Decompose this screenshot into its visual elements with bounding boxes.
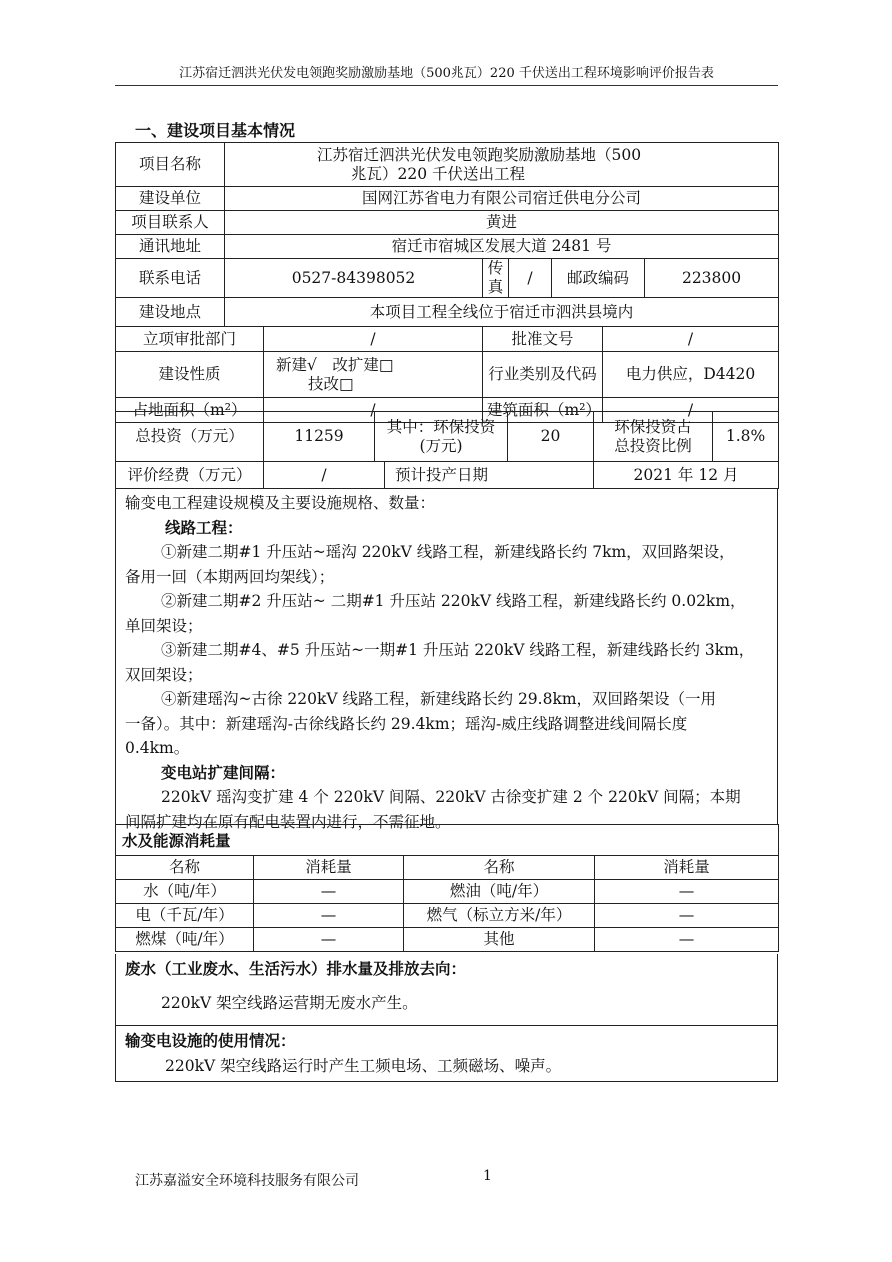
basic-info-table <box>115 142 778 423</box>
wastewater-title: 废水（工业废水、生活污水）排水量及排放去向： <box>125 959 467 978</box>
line-item-1-l1: ①新建二期#1 升压站~瑶沟 220kV 线路工程，新建线路长约 7km，双回路架设， <box>161 543 735 561</box>
facility-title: 输变电设施的使用情况： <box>125 1031 296 1050</box>
eval-fee-value: / <box>264 462 385 489</box>
line-item-2-l1: ②新建二期#2 升压站~ 二期#1 升压站 220kV 线路工程，新建线路长约 0.02km， <box>161 592 746 610</box>
env-ratio-line2: 总投资比例 <box>614 436 692 455</box>
energy-cell: 燃油（吨/年） <box>404 880 595 904</box>
contact-value: 黄进 <box>225 211 779 235</box>
energy-header-name-1: 名称 <box>116 856 254 880</box>
energy-cell: 电（千瓦/年） <box>116 904 254 928</box>
nature-line1: 新建√ 改扩建□ <box>276 355 394 374</box>
substation-heading: 变电站扩建间隔： <box>161 762 286 782</box>
energy-header-name-2: 名称 <box>404 856 595 880</box>
env-ratio-line1: 环保投资占 <box>614 417 692 436</box>
contact-label: 项目联系人 <box>116 211 225 235</box>
nature-label: 建设性质 <box>116 352 264 398</box>
page-header: 江苏宿迁泗洪光伏发电领跑奖励激励基地（500兆瓦）220 千伏送出工程环境影响评价报告表 <box>115 62 778 86</box>
env-invest-line1: 其中：环保投资 <box>386 417 496 436</box>
investment-value: 11259 <box>264 412 375 462</box>
address-label: 通讯地址 <box>116 235 225 259</box>
line-heading: 线路工程： <box>165 517 243 537</box>
energy-cell: 燃煤（吨/年） <box>116 928 254 952</box>
energy-row <box>116 880 779 904</box>
energy-cell: — <box>595 928 779 952</box>
line-item-3-l2: 双回架设； <box>125 665 203 684</box>
row-unit <box>116 187 779 211</box>
energy-title: 水及能源消耗量 <box>116 825 779 856</box>
energy-row <box>116 928 779 952</box>
industry-value: 电力供应，D4420 <box>603 352 779 398</box>
postcode-value: 223800 <box>645 259 779 298</box>
operation-date-label: 预计投产日期 <box>385 462 594 489</box>
energy-cell: 燃气（标立方米/年） <box>404 904 595 928</box>
scale-section <box>115 488 778 831</box>
project-name-line2: 兆瓦）220 千伏送出工程 <box>351 164 526 183</box>
row-nature <box>116 352 779 398</box>
land-area-value: / <box>264 398 483 423</box>
energy-cell: — <box>595 904 779 928</box>
substation-line1: 220kV 瑶沟变扩建 4 个 220kV 间隔、220kV 古徐变扩建 2 个 220kV 间隔；本期 <box>161 788 741 806</box>
project-name-line1: 江苏宿迁泗洪光伏发电领跑奖励激励基地（500 <box>317 145 642 164</box>
line-item-1 <box>125 540 769 589</box>
project-name-value <box>225 143 779 187</box>
eval-fee-label: 评价经费（万元） <box>116 462 264 489</box>
footer-company: 江苏嘉溢安全环境科技服务有限公司 <box>135 1173 359 1189</box>
build-area-value: / <box>603 398 779 423</box>
page-number: 1 <box>483 1168 492 1184</box>
row-investment <box>116 412 779 462</box>
env-invest-label <box>375 412 508 462</box>
env-invest-value: 20 <box>508 412 594 462</box>
line-items <box>125 540 769 761</box>
section-title: 一、建设项目基本情况 <box>135 121 296 140</box>
env-ratio-label <box>594 412 713 462</box>
row-contact <box>116 211 779 235</box>
facility-text: 220kV 架空线路运行时产生工频电场、工频磁场、噪声。 <box>165 1056 562 1075</box>
fax-label: 传真 <box>483 259 509 298</box>
line-item-4-l1: ④新建瑶沟~古徐 220kV 线路工程，新建线路长约 29.8km，双回路架设（一用 <box>161 690 717 708</box>
operation-date-value: 2021 年 12 月 <box>594 462 779 489</box>
approval-dept-value: / <box>264 327 483 352</box>
energy-header-qty-1: 消耗量 <box>254 856 404 880</box>
site-label: 建设地点 <box>116 298 225 327</box>
energy-cell: — <box>595 880 779 904</box>
line-item-2 <box>125 589 769 638</box>
substation-line2: 间隔扩建均在原有配电装置内进行，不需征地。 <box>125 812 451 831</box>
nature-line2: 技改□ <box>308 374 354 393</box>
row-site <box>116 298 779 327</box>
build-area-label: 建筑面积（m²） <box>483 398 603 423</box>
energy-cell: 其他 <box>404 928 595 952</box>
postcode-label: 邮政编码 <box>552 259 645 298</box>
unit-value: 国网江苏省电力有限公司宿迁供电分公司 <box>225 187 779 211</box>
facility-section <box>115 1025 778 1082</box>
energy-header-row <box>116 856 779 880</box>
energy-cell: — <box>254 880 404 904</box>
line-item-3 <box>125 638 769 687</box>
energy-cell: — <box>254 928 404 952</box>
investment-table <box>115 412 778 489</box>
site-value: 本项目工程全线位于宿迁市泗洪县境内 <box>225 298 779 327</box>
investment-label: 总投资（万元） <box>116 412 264 462</box>
approval-no-value: / <box>603 327 779 352</box>
approval-no-label: 批准文号 <box>483 327 603 352</box>
line-item-1-l2: 备用一回（本期两回均架线）； <box>125 567 335 586</box>
row-eval-fee <box>116 462 779 489</box>
fax-value: / <box>509 259 552 298</box>
line-item-3-l1: ③新建二期#4、#5 升压站~一期#1 升压站 220kV 线路工程，新建线路长约 3km， <box>161 641 755 659</box>
energy-table <box>115 824 778 952</box>
address-value: 宿迁市宿城区发展大道 2481 号 <box>225 235 779 259</box>
row-approval <box>116 327 779 352</box>
wastewater-text: 220kV 架空线路运营期无废水产生。 <box>161 993 418 1012</box>
energy-header-qty-2: 消耗量 <box>595 856 779 880</box>
row-address <box>116 235 779 259</box>
phone-label: 联系电话 <box>116 259 225 298</box>
scale-intro: 输变电工程建设规模及主要设施规格、数量： <box>125 494 436 512</box>
wastewater-section <box>115 954 778 1026</box>
line-item-4 <box>125 687 769 761</box>
industry-label: 行业类别及代码 <box>483 352 603 398</box>
line-item-4-l3: 0.4km。 <box>125 739 190 757</box>
row-project-name <box>116 143 779 187</box>
phone-value: 0527-84398052 <box>225 259 483 298</box>
project-name-label: 项目名称 <box>116 143 225 187</box>
env-invest-line2: (万元) <box>419 436 463 455</box>
line-item-4-l2: 一备）。其中：新建瑶沟-古徐线路长约 29.4km；瑶沟-威庄线路调整进线间隔长度 <box>125 714 688 733</box>
land-area-label: 占地面积（m²） <box>116 398 264 423</box>
unit-label: 建设单位 <box>116 187 225 211</box>
energy-row <box>116 904 779 928</box>
approval-dept-label: 立项审批部门 <box>116 327 264 352</box>
energy-cell: 水（吨/年） <box>116 880 254 904</box>
line-item-2-l2: 单回架设； <box>125 616 203 635</box>
row-phone <box>116 259 779 298</box>
env-ratio-value: 1.8% <box>713 412 779 462</box>
energy-cell: — <box>254 904 404 928</box>
nature-value <box>264 352 483 398</box>
